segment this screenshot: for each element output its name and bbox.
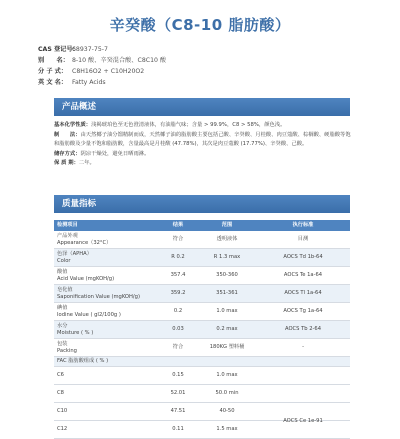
overview-storage — [54, 150, 354, 160]
standard-cell: - — [302, 344, 304, 350]
result-cell: 52.01 — [170, 390, 186, 396]
fac-item: C10 — [57, 408, 68, 415]
range-cell: 1.0 max — [216, 372, 238, 378]
range-cell: 350-360 — [216, 272, 238, 278]
header-result: 结果 — [172, 222, 184, 228]
item-en: Appearance（32°C） — [57, 239, 112, 246]
item-cn: 碘值 — [57, 305, 68, 312]
overview-value: 阴凉干燥处，避免日晒雨淋。 — [80, 150, 150, 157]
info-row-alias — [38, 55, 368, 66]
item-en: Moisture ( % ) — [57, 329, 94, 336]
result-cell: 357.4 — [170, 272, 186, 278]
item-cn: 色泽（APHA） — [57, 251, 92, 258]
item-cn: 皂化值 — [57, 287, 73, 294]
info-key: 分 子 式： — [38, 68, 68, 75]
result-cell: R 0.2 — [171, 254, 185, 260]
item-cell — [54, 305, 158, 318]
overview-method — [54, 131, 354, 150]
result-cell: 0.15 — [172, 372, 184, 378]
table-row — [54, 367, 350, 385]
overview-key: 基本化学性质： — [54, 122, 92, 128]
range-cell: 50.0 min — [215, 390, 239, 396]
table-row — [54, 249, 350, 267]
range-cell: 1.0 max — [216, 308, 238, 314]
info-value: 8-10 酸、辛癸混合酸、C8C10 酸 — [72, 57, 167, 64]
item-en: Color — [57, 257, 71, 264]
item-cn: 水分 — [57, 323, 68, 330]
item-en: Iodine Value ( gI2/100g ) — [57, 311, 121, 318]
range-cell: 180KG 塑料桶 — [209, 344, 245, 350]
item-cell — [54, 269, 158, 282]
info-row-english-name — [38, 77, 368, 88]
item-cell — [54, 323, 158, 336]
info-key: CAS 登记号： — [38, 46, 79, 53]
standard-cell: 目测 — [297, 236, 309, 242]
table-row-fac-label — [54, 357, 350, 367]
table-row — [54, 285, 350, 303]
standard-cell: AOCS Tb 2-64 — [285, 326, 321, 332]
standard-cell: AOCS Te 1a-64 — [283, 272, 323, 278]
overview-key: 制 法： — [54, 131, 81, 138]
table-header — [54, 220, 350, 231]
table-row — [54, 385, 350, 403]
info-key: 别 名： — [38, 57, 69, 64]
table-row — [54, 303, 350, 321]
fac-item: C6 — [57, 372, 64, 379]
standard-cell: AOCS Td 1b-64 — [283, 254, 323, 260]
item-en: Saponification Value (mgKOH/g) — [57, 293, 140, 300]
product-title: 辛癸酸（C8-10 脂肪酸） — [109, 16, 291, 34]
section-heading-overview: 产品概述 — [54, 98, 350, 116]
overview-value: 浅褐琥珀色至无色澄清液体，有油脂气味；含量 > 99.9%，C8 > 58%，颜色浅。 — [91, 122, 286, 128]
header-item: 检测项目 — [57, 222, 78, 228]
quality-spec-table — [54, 220, 350, 439]
header-range: 范围 — [221, 222, 233, 228]
range-cell: 透明液体 — [216, 236, 238, 242]
item-cell — [54, 341, 158, 354]
section-heading-quality: 质量指标 — [54, 195, 350, 213]
table-row — [54, 321, 350, 339]
fac-rows — [54, 367, 350, 439]
info-key: 英 文 名： — [38, 79, 68, 86]
fac-label: FAC 脂肪酸组成 ( % ) — [57, 358, 109, 365]
item-cn: 包装 — [57, 341, 68, 348]
header-standard: 执行标准 — [292, 222, 314, 228]
range-cell: 1.5 max — [216, 426, 238, 432]
range-cell: R 1.3 max — [213, 254, 241, 260]
range-cell: 40-50 — [219, 408, 235, 414]
fac-standard-cell: AOCS Ce 1e-91 — [283, 418, 323, 424]
overview-key: 储存方式： — [54, 150, 81, 157]
item-cell — [54, 233, 158, 246]
table-row — [54, 231, 350, 249]
info-value: C8H16O2 + C10H20O2 — [72, 68, 145, 75]
result-cell: 359.2 — [170, 290, 186, 296]
fac-item: C8 — [57, 390, 64, 397]
result-cell: 符合 — [172, 344, 184, 350]
item-cn: 酸值 — [57, 269, 68, 276]
range-cell: 0.2 max — [216, 326, 238, 332]
result-cell: 0.11 — [172, 426, 184, 432]
standard-cell: AOCS Tl 1a-64 — [284, 290, 322, 296]
overview-value: 由天然椰子油分馏精制而成，天然椰子油的脂肪酸主要包括己酸、辛癸酸、月桂酸、肉豆蔻酸、棕榈酸、硬脂酸等饱和脂肪酸及少量不饱和脂肪酸，含量最高是月桂酸 (47.78%)，其次是肉豆蔻酸 (17.77%)、辛癸酸、己酸。 — [54, 131, 351, 148]
item-en: Packing — [57, 347, 77, 354]
info-value: Fatty Acids — [72, 79, 106, 86]
overview-shelf-life — [54, 159, 354, 169]
overview-properties — [54, 121, 354, 131]
item-en: Acid Value (mgKOH/g) — [57, 275, 115, 282]
item-cn: 产品外观 — [57, 233, 78, 240]
overview-key: 保 质 期： — [54, 160, 79, 167]
table-row — [54, 339, 350, 357]
info-row-cas — [38, 44, 368, 55]
overview-value: 二年。 — [78, 160, 95, 167]
result-cell: 0.2 — [173, 308, 183, 314]
fac-item: C12 — [57, 426, 68, 433]
range-cell: 351-361 — [216, 290, 238, 296]
info-row-formula — [38, 66, 368, 77]
product-info — [38, 44, 368, 88]
result-cell: 47.51 — [170, 408, 186, 414]
result-cell: 0.03 — [172, 326, 184, 332]
table-row — [54, 267, 350, 285]
item-cell — [54, 287, 158, 300]
item-cell — [54, 251, 158, 264]
overview-body — [54, 121, 354, 169]
result-cell: 符合 — [172, 236, 184, 242]
standard-cell: AOCS Tg 1a-64 — [283, 308, 323, 314]
info-value: 68937-75-7 — [72, 46, 108, 53]
